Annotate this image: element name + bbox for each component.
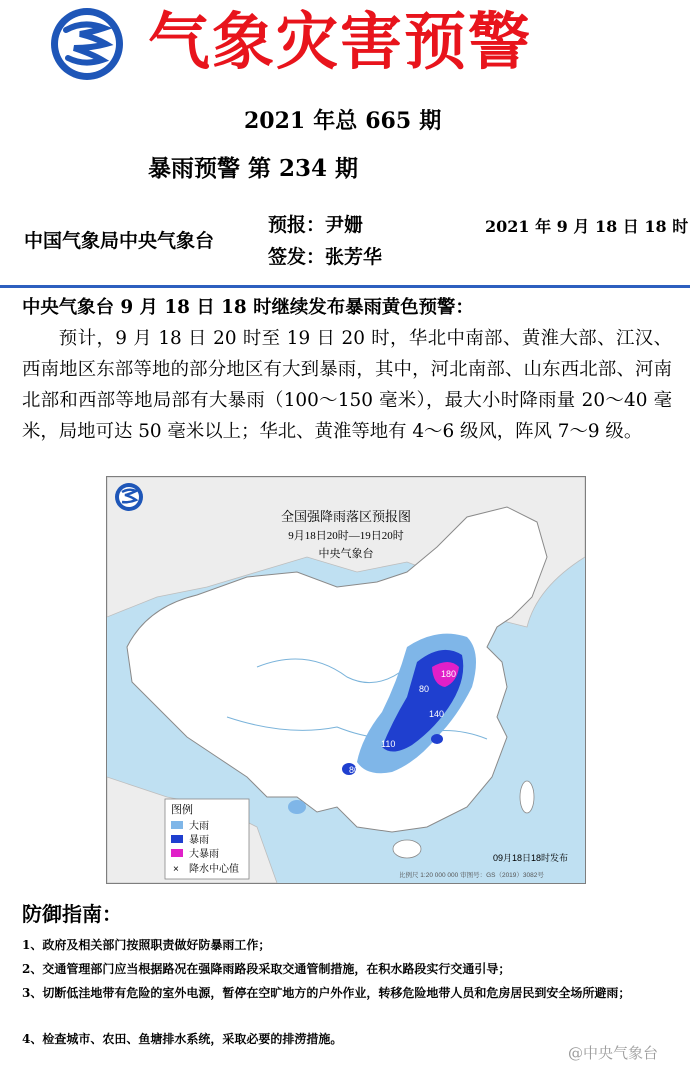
center-value-1: 180: [441, 669, 457, 679]
issue-label: 年总: [313, 108, 358, 134]
page-title: 气象灾害预警: [148, 5, 533, 78]
issue-number-line: [244, 104, 449, 135]
header-divider: [0, 285, 690, 288]
legend-swatch-rainstorm: [171, 835, 183, 843]
issue-unit: 期: [419, 108, 442, 134]
issue-year: 2021: [244, 108, 306, 134]
period-unit: 期: [335, 155, 359, 182]
guide-item: 4、检查城市、农田、鱼塘排水系统，采取必要的排涝措施。: [22, 1032, 343, 1046]
weibo-watermark: @中央气象台: [568, 1044, 659, 1062]
agency-name: 中国气象局中央气象台: [24, 230, 215, 252]
warning-paragraph: 预计，9 月 18 日 20 时至 19 日 20 时，华北中南部、黄淮大部、江汉、西南地区东部等地的部分地区有大到暴雨，其中，河北南部、山东西北部、河南北部和西部等地局部有大暴雨（100～150 毫米），最大小时降雨量 20～40 毫米，局地可达 50 毫米以上；华北、黄淮等地有 4～6 级风，阵风 7～9 级。: [22, 328, 672, 442]
center-value-3: 140: [429, 709, 445, 719]
map-logo-icon: [115, 483, 143, 511]
center-value-2: 80: [419, 684, 430, 694]
period-word: 第: [248, 155, 271, 182]
period-label: 暴雨预警: [148, 155, 240, 182]
legend-title: 图例: [171, 804, 193, 816]
map-period: 9月18日20时—19日20时: [288, 530, 404, 542]
rainfall-forecast-map: [106, 476, 586, 884]
guide-item: 3、切断低洼地带有危险的室外电源，暂停在空旷地方的户外作业，转移危险地带人员和危房居民到安全场所避雨；: [22, 986, 631, 1000]
warning-period-line: [148, 150, 366, 183]
taiwan-island: [520, 781, 534, 813]
legend-label-heavy: 大雨: [189, 821, 209, 832]
center-value-5: 80: [349, 765, 360, 775]
legend-label-rainstorm: 暴雨: [189, 835, 209, 846]
x-mark-icon: ×: [173, 864, 179, 875]
guide-item: 1、政府及相关部门按照职责做好防暴雨工作；: [22, 938, 271, 952]
legend-swatch-extreme: [171, 849, 183, 857]
legend-label-center: 降水中心值: [189, 864, 239, 875]
rainstorm-spot-hubei: [431, 734, 443, 744]
map-title: 全国强降雨落区预报图: [280, 509, 412, 524]
cma-logo-icon: [44, 4, 130, 84]
map-agency: 中央气象台: [318, 548, 374, 560]
issue-number: 665: [365, 108, 412, 134]
map-legend: [165, 799, 249, 879]
warning-body: [22, 292, 672, 447]
heavy-rain-spot-yunnan: [288, 800, 306, 814]
issue-date: 2021 年 9 月 18 日 18 时: [485, 217, 689, 236]
guide-heading: 防御指南：: [22, 902, 122, 926]
signer: 签发：张芳华: [268, 246, 383, 268]
legend-label-extreme: 大暴雨: [189, 849, 219, 860]
hainan-island: [393, 840, 421, 858]
forecaster: 预报：尹姗: [268, 214, 364, 236]
legend-swatch-heavy: [171, 821, 183, 829]
map-scale-note: 比例尺 1:20 000 000 审图号：GS（2019）3082号: [399, 872, 544, 879]
center-value-4: 110: [381, 739, 396, 749]
map-issued-time: 09月18日18时发布: [493, 853, 569, 863]
warning-lead: 中央气象台 9 月 18 日 18 时继续发布暴雨黄色预警：: [22, 297, 474, 318]
period-number: 234: [279, 155, 328, 182]
guide-item: 2、交通管理部门应当根据路况在强降雨路段采取交通管制措施，在积水路段实行交通引导；: [22, 962, 511, 976]
